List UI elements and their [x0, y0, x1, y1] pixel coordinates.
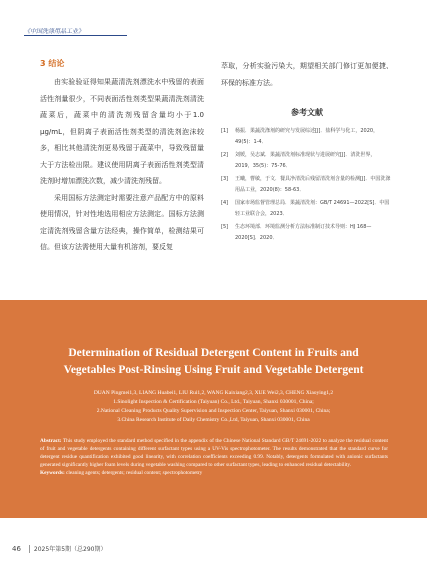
english-abstract-block — [0, 300, 427, 518]
section-heading: 3 结论 — [40, 59, 65, 68]
keywords-line — [40, 469, 388, 477]
english-title-line-1: Determination of Residual Detergent Content in Fruits and — [68, 347, 359, 359]
reference-text: 杨振．果蔬洗涤剂的研究与发展综述[J]．盐科学与化工，2020，49(5)：1-4． — [235, 128, 379, 145]
references-title: 参考文献 — [291, 108, 323, 117]
reference-number: [2] — [221, 152, 229, 158]
footer-divider — [29, 545, 30, 553]
reference-number: [3] — [221, 176, 229, 182]
author-list: DUAN Pingmei1,3, LIANG Huabei1, LIU Rui1,2, WANG Kaixiang2,3, XUE Wei2,3, CHENG Xiaoying1,2 — [93, 390, 334, 396]
reference-item — [221, 222, 393, 244]
left-column — [40, 58, 204, 256]
reference-text: 王曦，曹敏，于文．餐具净清洗后残留清洗剂含量的检测[J]．中国洗涤用品工业，2020(8)：58-63． — [235, 176, 391, 193]
conclusion-paragraph-1: 由实验验证得知果蔬清洗剂漂洗水中残留的表面活性剂量很少，不同表面活性剂类型果蔬清洗剂清洗蔬菜后，蔬菜中的清洗剂残留含量均小于1.0 μg/mL，但阴离子表面活性剂类型的清洗剂泡沫较多，相比其他清洗剂更易残留于蔬菜中，导致残留量大于方法检出限。建议使用阴离子表面活性剂类型清洗剂时增加漂洗次数，减少清洗剂残留。 — [40, 78, 204, 185]
right-column — [221, 58, 393, 246]
reference-item — [221, 198, 393, 220]
affiliation-2: 2.National Cleaning Products Quality Supervision and Inspection Center, Taiyuan, Shanxi 030001, China; — [96, 408, 331, 414]
reference-item — [221, 126, 393, 148]
conclusion-continued: 萃取，分析实验污染大，期望相关部门修订更加便捷、环保的标准方法。 — [221, 62, 393, 87]
affiliation-1: 1.Sinolight Inspection & Certification (Taiyuan) Co., Ltd., Taiyuan, Shanxi 030001, China; — [113, 399, 314, 405]
reference-text: 刘媛，吴志斌．果蔬清洗剂标准现状与进展研究[J]．清洗世界，2019，35(5)：75-76． — [235, 152, 376, 169]
reference-item — [221, 174, 393, 196]
affiliation-3: 3.China Research Institute of Daily Chemistry Co.,Ltd, Taiyuan, Shanxi 030001, China — [117, 417, 310, 423]
reference-item — [221, 150, 393, 172]
english-abstract — [40, 437, 388, 477]
author-affiliations — [20, 389, 407, 425]
page-number: 46 — [12, 544, 21, 553]
keywords-text: cleaning agents; detergents; residual content; spectrophotometry — [64, 470, 203, 476]
english-title — [30, 345, 397, 379]
header-rule — [24, 35, 127, 36]
conclusion-paragraph-2: 采用国标方法测定时需要注意产品配方中的原料使用情况，针对性地选用相应方法测定。国标方法测定清洗剂残留含量方法经典，操作简单，检测结果可信。但该方法需使用大量有机溶剂，要反复 — [40, 193, 204, 251]
journal-name: 《中国洗涤用品工业》 — [24, 28, 85, 35]
reference-text: 国家市场监督管理总局．果蔬清洗剂：GB/T 24691—2022[S]．中国轻工业联合会，2023． — [235, 200, 390, 217]
abstract-label: Abstract: — [40, 438, 62, 444]
reference-number: [1] — [221, 128, 229, 134]
page-footer — [12, 544, 106, 553]
reference-text: 生态环境部．环境监测分析方法标准制订技术导则：HJ 168—2020[S]．2020． — [235, 224, 372, 241]
keywords-label: Keywords: — [40, 470, 65, 476]
reference-number: [5] — [221, 224, 229, 230]
english-title-line-2: Vegetables Post-Rinsing Using Fruit and Vegetable Detergent — [63, 364, 364, 376]
reference-number: [4] — [221, 200, 229, 206]
abstract-paragraph — [40, 437, 388, 469]
reference-list — [221, 126, 393, 244]
abstract-text: This study employed the standard method specified in the appendix of the Chinese National Standard GB/T 24691-2022 to analyze the residual content of fruit and vegetable detergents containing different surfactant types using a UV-Vis spectrophotometer. The results demonstrated that the standard curve for detergent residue quantification exhibited good linearity, with correlation coefficients exceeding 0.99. Notably, detergents formulated with anionic surfactants generated significantly higher foam levels during vegetable washing compared to other surfactant types, leading to enhanced residual detectability. — [40, 438, 388, 468]
issue-info: 2025年第5期（总290期） — [33, 546, 107, 553]
